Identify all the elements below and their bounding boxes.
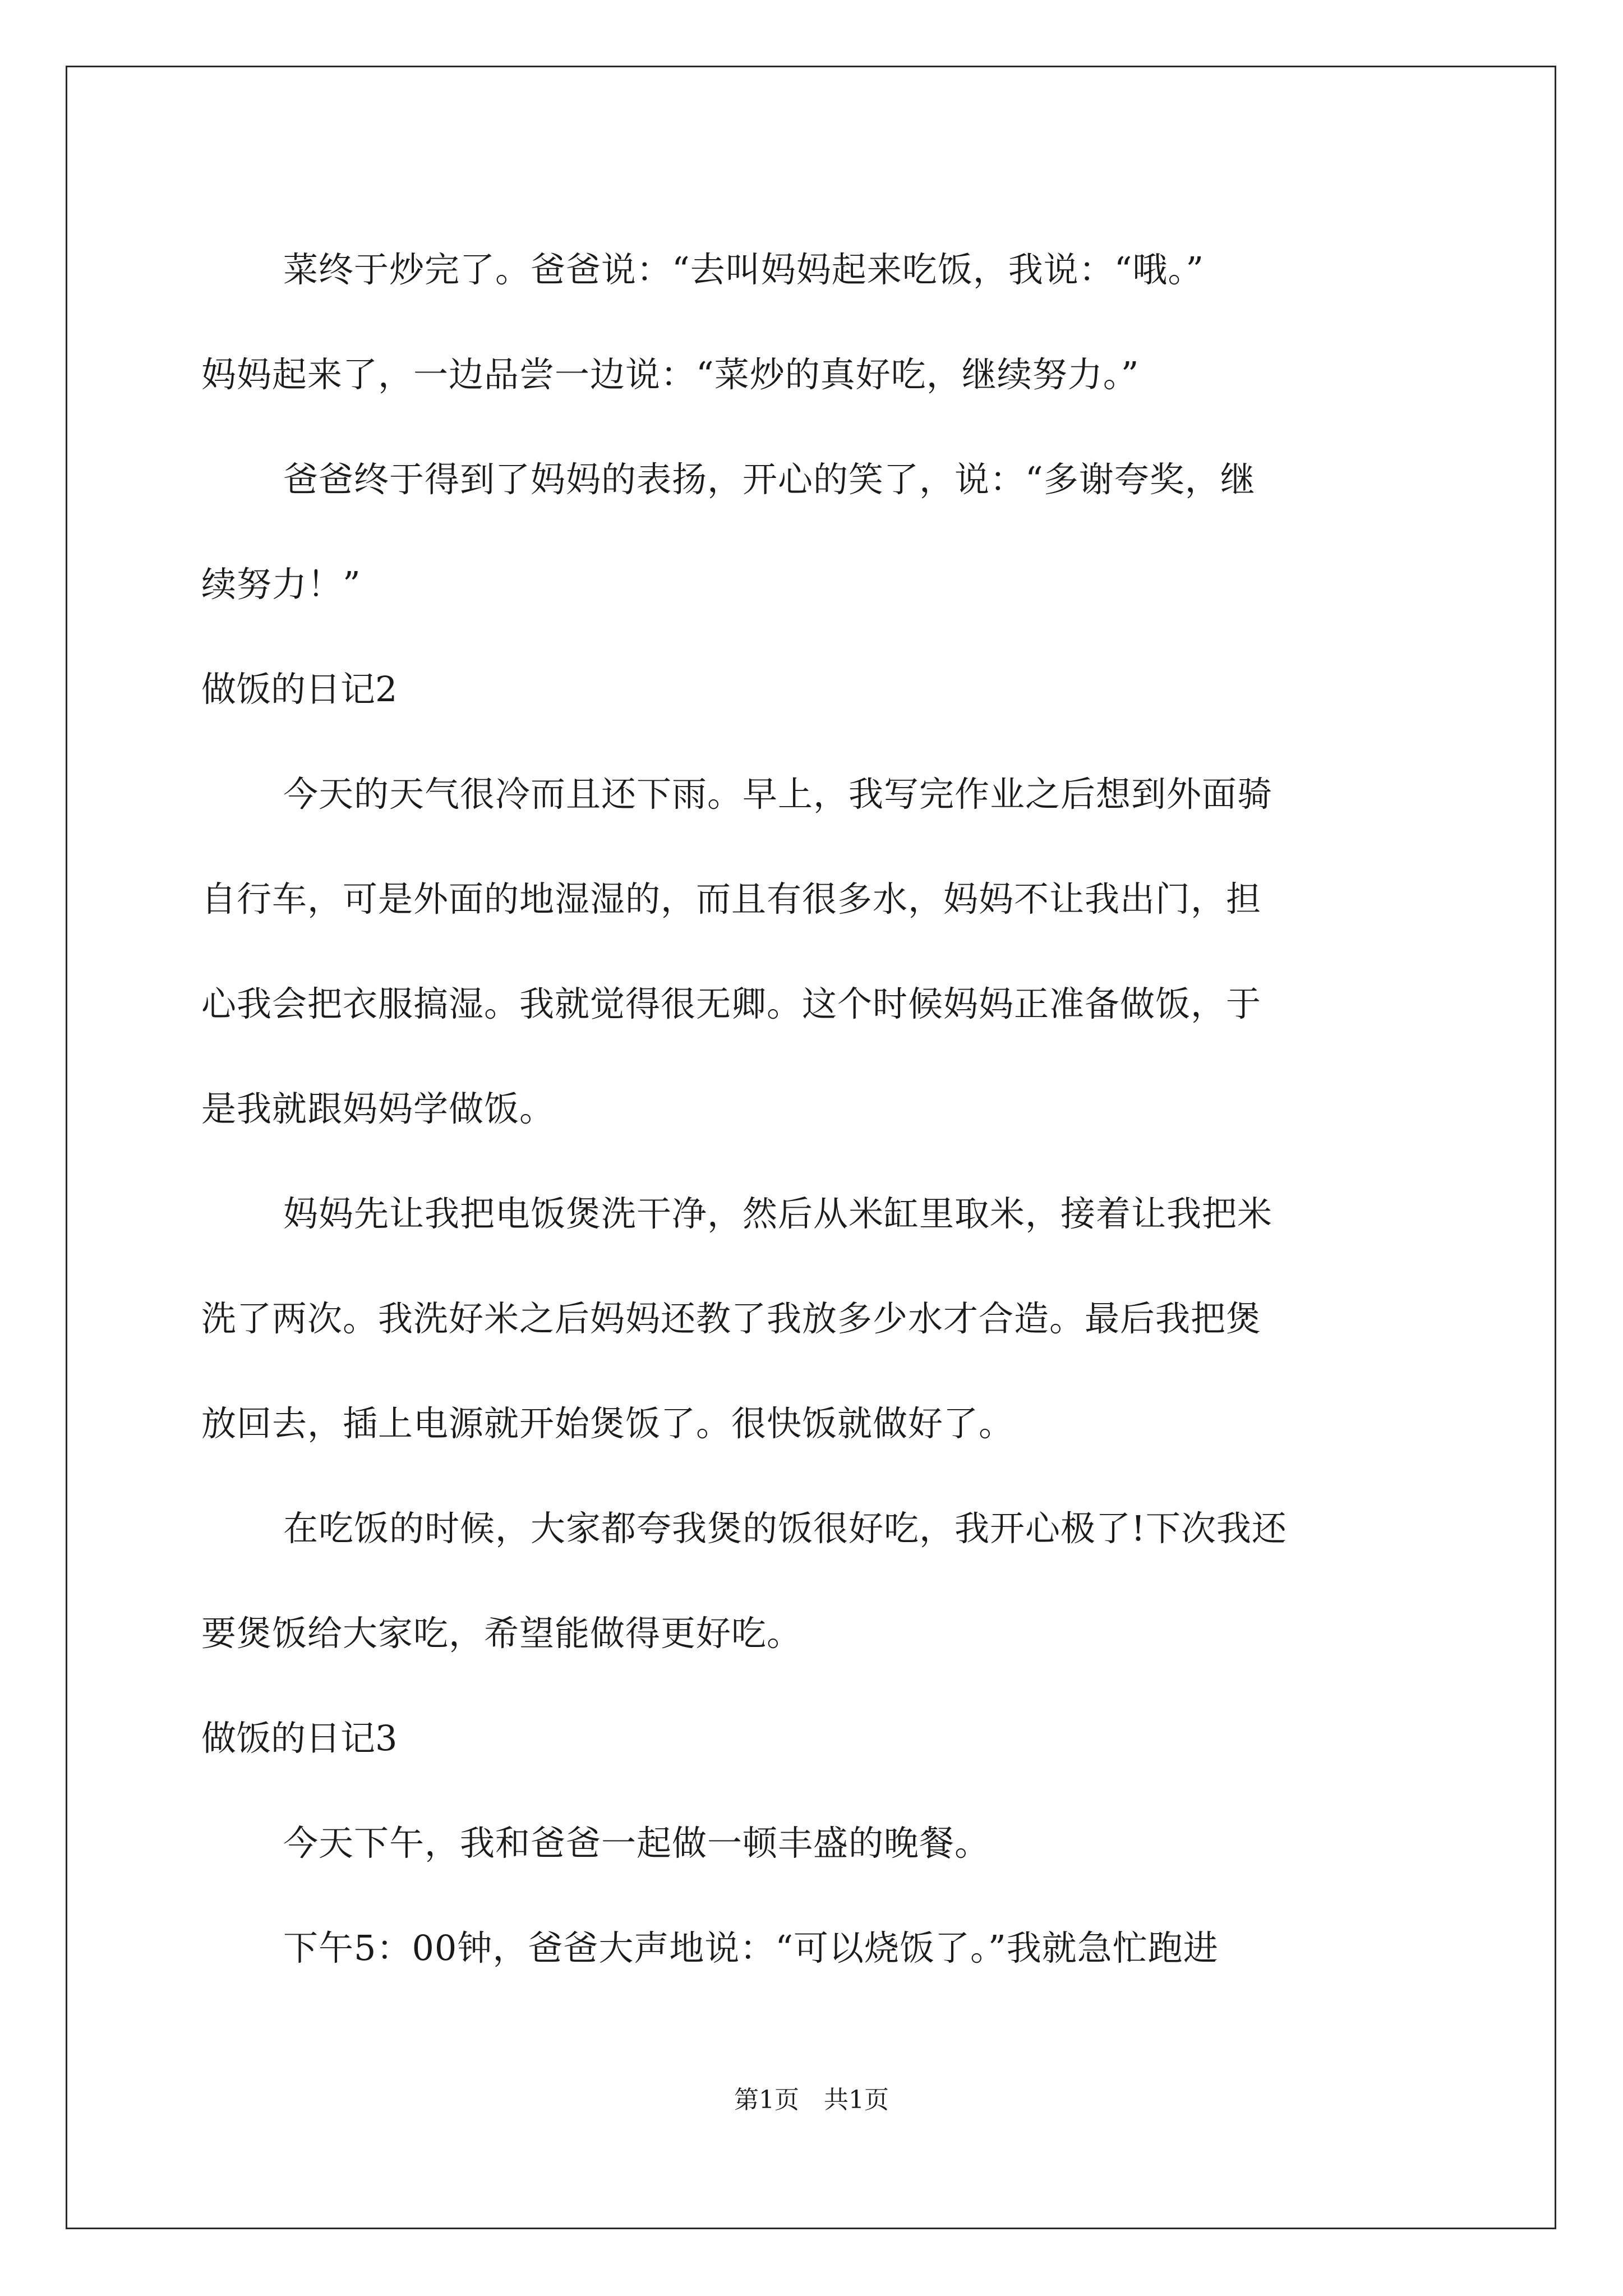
paragraph-line: 菜终于炒完了。爸爸说：“去叫妈妈起来吃饭，我说：“哦。” [283, 249, 1205, 290]
paragraph-line: 自行车，可是外面的地湿湿的，而且有很多水，妈妈不让我出门，担 [201, 878, 1262, 919]
paragraph-line: 妈妈先让我把电饭煲洗干净，然后从米缸里取米，接着让我把米 [283, 1193, 1273, 1234]
paragraph-line: 今天下午，我和爸爸一起做一顿丰盛的晚餐。 [283, 1823, 990, 1864]
paragraph-line: 心我会把衣服搞湿。我就觉得很无卿。这个时候妈妈正准备做饭，于 [201, 983, 1262, 1024]
paragraph-line: 妈妈起来了，一边品尝一边说：“菜炒的真好吃，继续努力。” [201, 354, 1140, 395]
paragraph-line: 下午5：00钟，爸爸大声地说：“可以烧饭了。”我就急忙跑进 [283, 1927, 1219, 1968]
paragraph-line: 洗了两次。我洗好米之后妈妈还教了我放多少水才合造。最后我把煲 [201, 1298, 1262, 1339]
section-heading: 做饭的日记3 [201, 1718, 398, 1759]
document-body [201, 217, 1428, 2000]
paragraph-line: 要煲饭给大家吃，希望能做得更好吃。 [201, 1613, 803, 1654]
section-heading: 做饭的日记2 [201, 669, 398, 710]
paragraph-line: 放回去，插上电源就开始煲饭了。很快饭就做好了。 [201, 1403, 1015, 1444]
page-footer: 第1页 共1页 [734, 2086, 889, 2114]
paragraph-line: 在吃饭的时候，大家都夸我煲的饭很好吃，我开心极了!下次我还 [283, 1508, 1287, 1549]
paragraph-line: 续努力！” [201, 564, 361, 605]
paragraph-line: 今天的天气很冷而且还下雨。早上，我写完作业之后想到外面骑 [283, 774, 1273, 815]
paragraph-line: 爸爸终于得到了妈妈的表扬，开心的笑了，说：“多谢夸奖，继 [283, 459, 1256, 500]
paragraph-line: 是我就跟妈妈学做饭。 [201, 1088, 555, 1129]
